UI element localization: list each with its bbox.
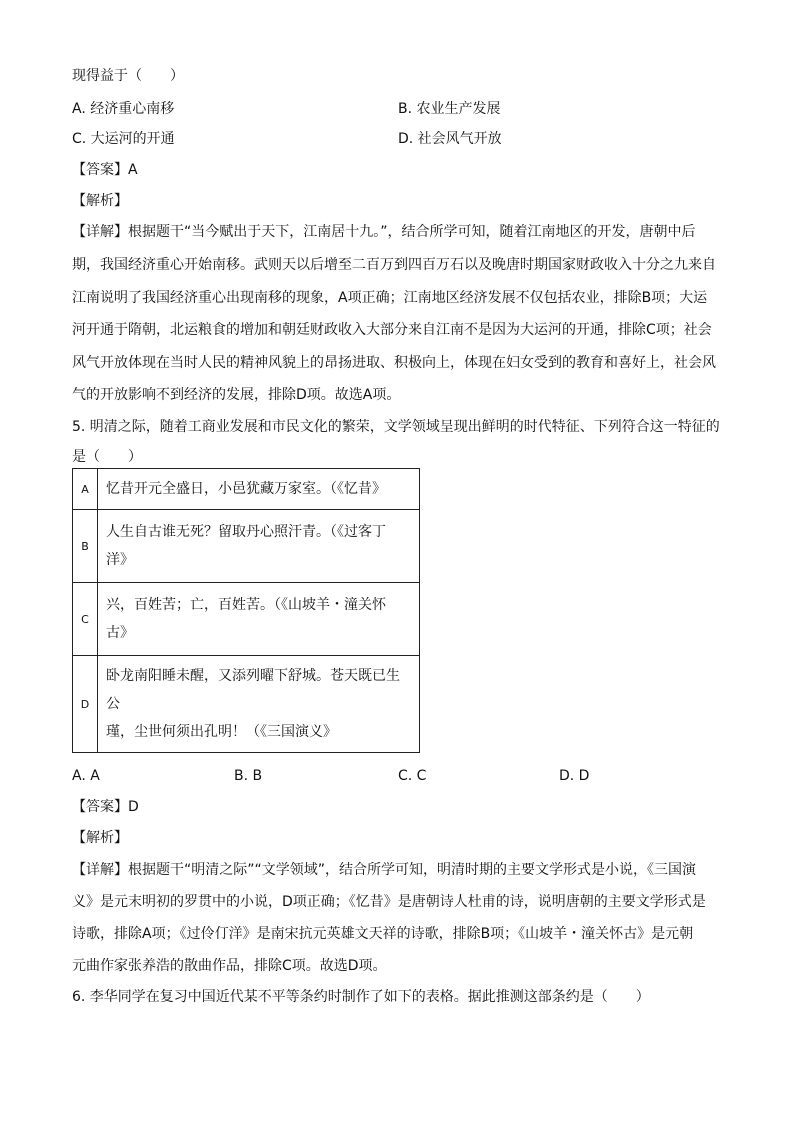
q6-stem: 6. 李华同学在复习中国近代某不平等条约时制作了如下的表格。据此推测这部条约是（ ） [72,989,650,1005]
table-cell-line: 兴，百姓苦；亡，百姓苦。（《山坡羊・潼关怀 [106,597,386,613]
q4-option-d: D. 社会风气开放 [398,131,502,147]
q4-detail-line: 风气开放体现在当时人民的精神风貌上的昂扬进取、积极向上，体现在妇女受到的教育和喜好上，社会风 [72,355,716,371]
table-cell-line: 古》 [106,625,134,641]
q4-option-b: B. 农业生产发展 [398,101,501,117]
table-cell [98,469,420,510]
table-cell-line: 瑾，尘世何须出孔明！（《三国演义》 [106,724,337,740]
q4-answer: 【答案】A [72,162,138,178]
q4-detail-line: 河开通于隋朝，北运粮食的增加和朝廷财政收入大部分来自江南不是因为大运河的开通，排除C项；社会 [72,322,712,338]
q4-detail-line: 江南说明了我国经济重心出现南移的现象，A项正确；江南地区经济发展不仅包括农业，排除B项；大运 [72,290,708,306]
q5-detail-line: 元曲作家张养浩的散曲作品，排除C项。故选D项。 [72,958,387,974]
table-cell [98,656,420,753]
table-key: C [73,583,98,656]
q4-stem-tail: 现得益于（ ） [72,68,184,84]
q4-analysis-label: 【解析】 [72,193,128,209]
q4-detail-line: 期，我国经济重心开始南移。武则天以后增至二百万到四百万石以及晚唐时期国家财政收入十分之九来自 [72,257,716,273]
table-key: A [73,469,98,510]
q5-option-b: B. B [234,768,263,784]
table-cell-line: 忆昔开元全盛日，小邑犹藏万家室。（《忆昔》 [106,481,386,497]
q5-options-table [72,468,420,753]
q5-option-d: D. D [559,768,590,784]
q5-stem-line: 是（ ） [72,449,142,465]
table-cell-line: 洋》 [106,552,134,568]
table-row [73,656,420,753]
table-key: D [73,656,98,753]
table-cell-line: 卧龙南阳睡未醒，又添列曜下舒城。苍天既已生公 [106,668,400,712]
table-key: B [73,510,98,583]
table-cell-line: 人生自古谁无死？留取丹心照汗青。（《过客丁 [106,524,386,540]
table-cell [98,510,420,583]
q5-stem-line: 5. 明清之际，随着工商业发展和市民文化的繁荣，文学领域呈现出鲜明的时代特征、下列符合这一特征的 [72,419,720,435]
table-row [73,510,420,583]
q5-detail-line: 【详解】根据题干“明清之际”“文学领域”，结合所学可知，明清时期的主要文学形式是小说，《三国演 [72,862,697,878]
q4-detail-line: 【详解】根据题干“当今赋出于天下，江南居十九。”，结合所学可知，随着江南地区的开发，唐朝中后 [72,224,696,240]
q5-analysis-label: 【解析】 [72,830,128,846]
table-row [73,583,420,656]
q5-option-c: C. C [398,768,427,784]
table-cell [98,583,420,656]
q5-detail-line: 义》是元末明初的罗贯中的小说，D项正确；《忆昔》是唐朝诗人杜甫的诗，说明唐朝的主要文学形式是 [72,894,706,910]
q4-option-c: C. 大运河的开通 [72,131,175,147]
q4-detail-line: 气的开放影响不到经济的发展，排除D项。故选A项。 [72,387,401,403]
q5-answer: 【答案】D [72,799,139,815]
q4-option-a: A. 经济重心南移 [72,101,175,117]
q5-detail-line: 诗歌，排除A项；《过伶仃洋》是南宋抗元英雄文天祥的诗歌，排除B项；《山坡羊・潼关怀古》是元朝 [72,926,694,942]
table-row [73,469,420,510]
q5-option-a: A. A [72,768,100,784]
